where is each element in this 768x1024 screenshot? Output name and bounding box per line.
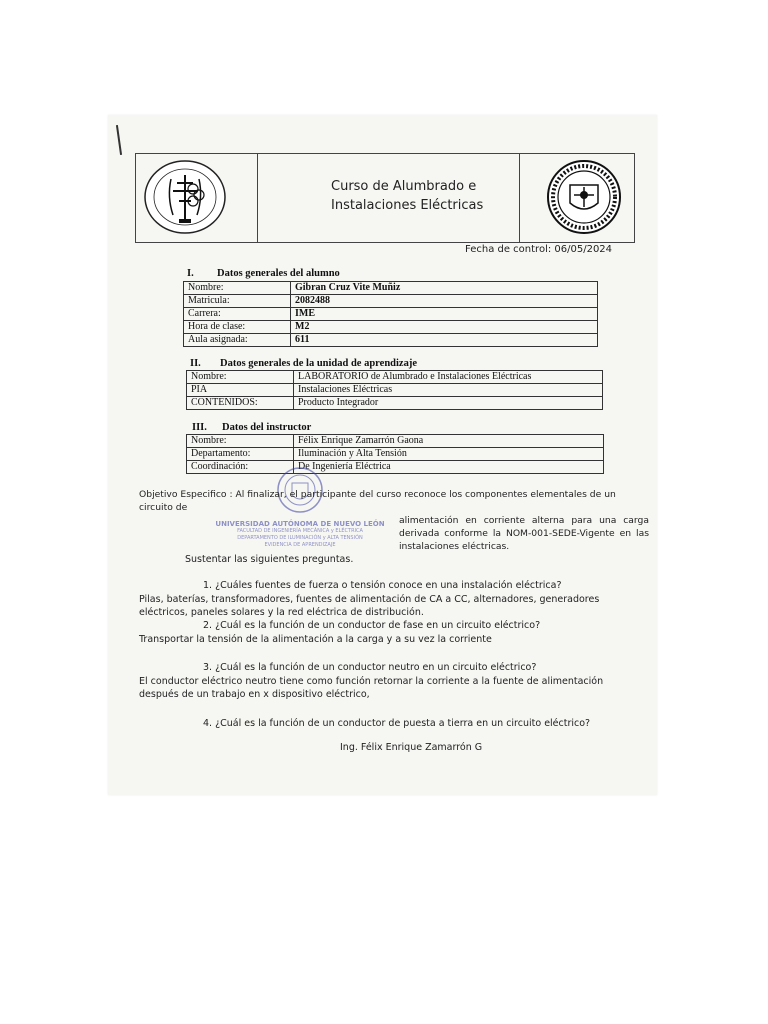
row-key: Coordinación: bbox=[187, 461, 294, 474]
row-value: LABORATORIO de Alumbrado e Instalaciones Eléctricas bbox=[294, 371, 603, 384]
row-key: Nombre: bbox=[187, 435, 294, 448]
row-key: Nombre: bbox=[187, 371, 294, 384]
row-value: 2082488 bbox=[291, 295, 598, 308]
answer-1: Pilas, baterías, transformadores, fuentes de alimentación de CA a CC, alternadores, generadores eléctricos, paneles solares y la red eléctrica de distribución. bbox=[139, 594, 600, 618]
row-value: Félix Enrique Zamarrón Gaona bbox=[294, 435, 604, 448]
stamp-line-1: UNIVERSIDAD AUTÓNOMA DE NUEVO LEÓN bbox=[215, 520, 385, 528]
table-row bbox=[187, 371, 603, 384]
answer-3: El conductor eléctrico neutro tiene como función retornar la corriente a la fuente de alimentación después de un trabajo en x dispositivo eléctrico, bbox=[139, 676, 604, 700]
header-divider bbox=[257, 154, 258, 242]
row-value: De Ingeniería Eléctrica bbox=[294, 461, 604, 474]
question-3: 3. ¿Cuál es la función de un conductor neutro en un circuito eléctrico? bbox=[203, 662, 537, 673]
row-value: Producto Integrador bbox=[294, 397, 603, 410]
table-row bbox=[187, 384, 603, 397]
student-data-table bbox=[183, 281, 598, 347]
row-value: Iluminación y Alta Tensión bbox=[294, 448, 604, 461]
row-key: Carrera: bbox=[184, 308, 291, 321]
instructions-text: Sustentar las siguientes preguntas. bbox=[185, 554, 354, 565]
control-date: Fecha de control: 06/05/2024 bbox=[465, 244, 613, 255]
row-key: CONTENIDOS: bbox=[187, 397, 294, 410]
document-header bbox=[135, 153, 635, 243]
table-row bbox=[187, 448, 604, 461]
section-2-title bbox=[190, 358, 417, 369]
table-row bbox=[187, 435, 604, 448]
header-divider bbox=[519, 154, 520, 242]
section-1-number: I. bbox=[187, 268, 194, 279]
table-row bbox=[184, 321, 598, 334]
section-1-label: Datos generales del alumno bbox=[217, 268, 340, 279]
objective-continuation: alimentación en corriente alterna para una carga derivada conforme la NOM-001-SEDE-Vigente en las instalaciones eléctricas. bbox=[399, 515, 649, 552]
question-2: 2. ¿Cuál es la función de un conductor de fase en un circuito eléctrico? bbox=[203, 620, 541, 631]
course-title-line2: Instalaciones Eléctricas bbox=[331, 198, 484, 213]
row-key: Departamento: bbox=[187, 448, 294, 461]
section-1-title bbox=[187, 268, 340, 279]
stamp-line-3: DEPARTAMENTO DE ILUMINACIÓN y ALTA TENSIÓN bbox=[237, 535, 363, 541]
row-value: IME bbox=[291, 308, 598, 321]
row-value: M2 bbox=[291, 321, 598, 334]
row-value: 611 bbox=[291, 334, 598, 347]
question-4: 4. ¿Cuál es la función de un conductor de puesta a tierra en un circuito eléctrico? bbox=[203, 718, 591, 729]
stamp-line-4: EVIDENCIA DE APRENDIZAJE bbox=[264, 542, 336, 548]
row-key: Hora de clase: bbox=[184, 321, 291, 334]
objective-paragraph bbox=[139, 488, 649, 553]
row-value: Instalaciones Eléctricas bbox=[294, 384, 603, 397]
section-3-number: III. bbox=[192, 422, 207, 433]
table-row bbox=[184, 282, 598, 295]
row-key: Matricula: bbox=[184, 295, 291, 308]
uanl-seal-icon bbox=[546, 159, 622, 235]
unit-data-table bbox=[186, 370, 603, 410]
section-2-number: II. bbox=[190, 358, 201, 369]
fime-logo-icon bbox=[143, 159, 227, 235]
section-3-label: Datos del instructor bbox=[222, 422, 312, 433]
section-3-title bbox=[192, 422, 311, 433]
course-title-line1: Curso de Alumbrado e bbox=[331, 179, 477, 194]
section-2-label: Datos generales de la unidad de aprendizaje bbox=[220, 358, 417, 369]
row-value: Gibran Cruz Vite Muñiz bbox=[291, 282, 598, 295]
table-row bbox=[184, 308, 598, 321]
table-row bbox=[184, 334, 598, 347]
instructor-signature: Ing. Félix Enrique Zamarrón G bbox=[340, 742, 483, 753]
question-1: 1. ¿Cuáles fuentes de fuerza o tensión conoce en una instalación eléctrica? bbox=[203, 580, 562, 591]
objective-line-1: Objetivo Especifico : Al finalizar, el participante del curso reconoce los componentes elementales de un circuito de bbox=[139, 489, 616, 513]
stamp-line-2: FACULTAD DE INGENIERÍA MECÁNICA y ELÉCTRICA bbox=[237, 528, 363, 534]
table-row bbox=[187, 397, 603, 410]
answer-2: Transportar la tensión de la alimentación a la carga y a su vez la corriente bbox=[139, 634, 492, 645]
row-key: PIA bbox=[187, 384, 294, 397]
course-title bbox=[331, 177, 483, 215]
row-key: Aula asignada: bbox=[184, 334, 291, 347]
table-row bbox=[184, 295, 598, 308]
row-key: Nombre: bbox=[184, 282, 291, 295]
